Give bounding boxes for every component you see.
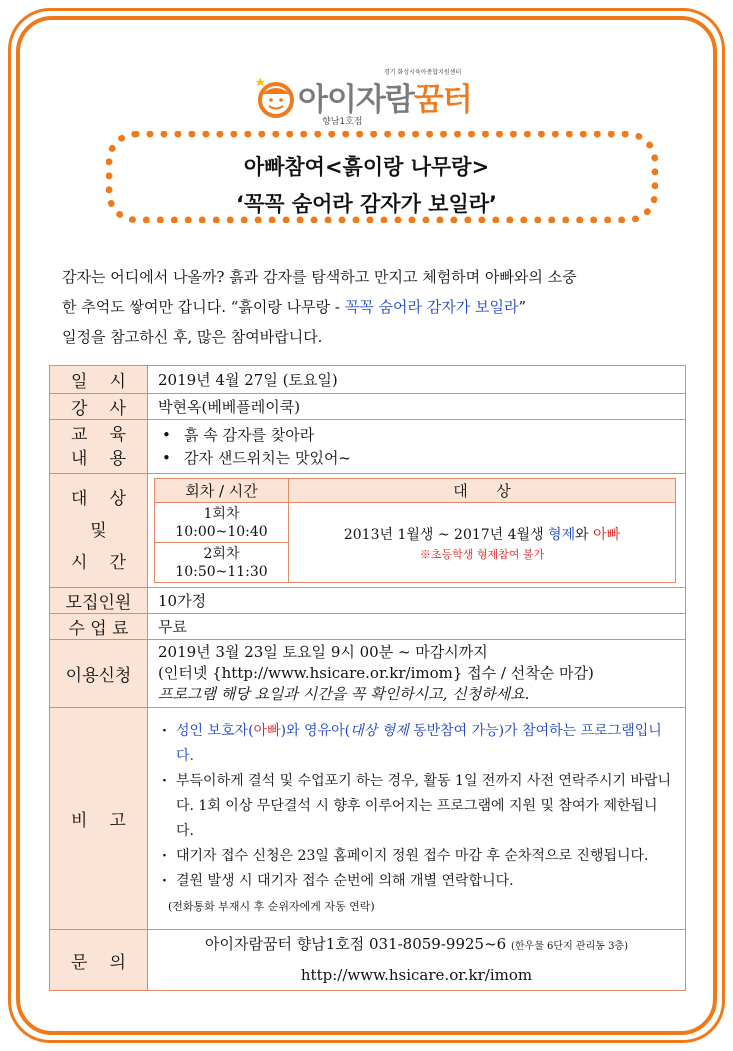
col-session-header: 회차 / 시간 [155,479,289,503]
row-date: 일 시 2019년 4월 27일 (토요일) [50,366,686,394]
recruit-value: 10가정 [148,588,686,614]
intro-text [62,262,682,352]
brand-name: 아이자람꿈터 [298,82,472,118]
row-inquiry: 문 의 아이자람꿈터 향남1호점 031-8059-9925~6 (한우물 6단지 관리동 3층) http://www.hsicare.or.kr/imom [50,930,686,991]
remark-4-note: (전화통화 부재시 후 순위자에게 자동 연락) [168,899,375,913]
target-cell: 2013년 1월생 ~ 2017년 4월생 형제와 아빠 ※초등학생 형제참여 불가 [289,503,676,583]
schedule-table [154,478,676,583]
remark-1: · 성인 보호자(아빠)와 영유아(대상 형제 동반참여 가능)가 참여하는 프로그램입니다. [160,719,673,769]
date-value: 2019년 4월 27일 (토요일) [148,366,686,394]
title-line-2: ‘꼭꼭 숨어라 감자가 보일라’ [235,192,498,216]
session-2: 2회차 10:50~11:30 [155,543,289,583]
intro-line-3: 일정을 참고하신 후, 많은 참여바랍니다. [62,328,323,346]
intro-line-2: 한 추억도 쌓여만 갑니다. “흙이랑 나무랑 - 꼭꼭 숨어라 감자가 보일라” [62,298,527,316]
remark-3: · 대기자 접수 신청은 23일 홈페이지 정원 접수 마감 후 순차적으로 진행됩니다. [160,844,673,869]
branch-name: 향남1호점 [322,117,363,127]
row-recruit: 모집인원 10가정 [50,588,686,614]
org-name: 경기 화성시육아종합지원센터 [384,69,462,76]
remark-4: · 결원 발생 시 대기자 접수 순번에 의해 개별 연락합니다. [160,869,673,894]
intro-line-1: 감자는 어디에서 나올까? 흙과 감자를 탐색하고 만지고 체험하며 아빠와의 소중 [62,268,577,286]
title-line-1: 아빠참여<흙이랑 나무랑> [243,155,490,179]
fee-value: 무료 [148,614,686,640]
remark-2: · 부득이하게 결석 및 수업포기 하는 경우, 활동 1일 전까지 사전 연락주시기 바랍니다. 1회 이상 무단결석 시 향후 이루어지는 프로그램에 지원 및 참여가 제한됩니다. [160,769,673,844]
apply-line-2: (인터넷 {http://www.hsicare.or.kr/imom} 접수 / 선착순 마감) [158,664,594,682]
col-target-header: 대 상 [289,479,676,503]
target-note: ※초등학생 형제참여 불가 [419,547,545,561]
inquiry-url[interactable]: http://www.hsicare.or.kr/imom [300,966,533,984]
row-remarks: 비 고 · 성인 보호자(아빠)와 영유아(대상 형제 동반참여 가능)가 참여하는 프로그램입니다. · 부득이하게 결석 및 수업포기 하는 경우, 활동 1일 전까지 사전 연락주시기 바랍니다. 1회 이상 무단결석 시 향후 이루어지는 프로그램에 지원 및 참여가 제한됩니다. · 대기자 접수 신청은 23일 홈페이지 정원 접수 마감 후 순차적으로 진행됩니다. · 결원 발생 시 대기자 접수 순번에 의해 개별 연락합니다. (전화통화 부재시 후 순위자에게 자동 연락) [50,708,686,930]
list-item: • 흙 속 감자를 찾아라 [158,424,685,447]
brand-logo [250,62,500,132]
child-face-icon [256,78,296,118]
row-content: 교 육 내 용 • 흙 속 감자를 찾아라 • 감자 샌드위치는 맛있어~ [50,420,686,474]
content-list [158,424,685,470]
list-item: • 감자 샌드위치는 맛있어~ [158,447,685,470]
apply-line-1: 2019년 3월 23일 토요일 9시 00분 ~ 마감시까지 [158,643,488,661]
row-apply: 이용신청 2019년 3월 23일 토요일 9시 00분 ~ 마감시까지 (인터넷 {http://www.hsicare.or.kr/imom} 접수 / 선착순 마감) 프로그램 해당 요일과 시간을 꼭 확인하시고, 신청하세요. [50,640,686,708]
row-fee: 수 업 료 무료 [50,614,686,640]
row-target: 대 상 및 시 간 회차 / 시간 대 상 1회차 10:00~10:40 2013년 1월생 ~ 2017년 4월생 형제와 아빠 ※초등학생 형제참여 불가 2회차 10:50~11:30 [50,474,686,588]
row-instructor: 강 사 박현옥(베베플레이쿡) [50,394,686,420]
inquiry-line-1: 아이자람꿈터 향남1호점 031-8059-9925~6 (한우물 6단지 관리동 3층) [205,935,628,953]
info-table [49,365,686,991]
session-1: 1회차 10:00~10:40 [155,503,289,543]
instructor-value: 박현옥(베베플레이쿡) [148,394,686,420]
apply-line-3: 프로그램 해당 요일과 시간을 꼭 확인하시고, 신청하세요. [158,685,530,703]
